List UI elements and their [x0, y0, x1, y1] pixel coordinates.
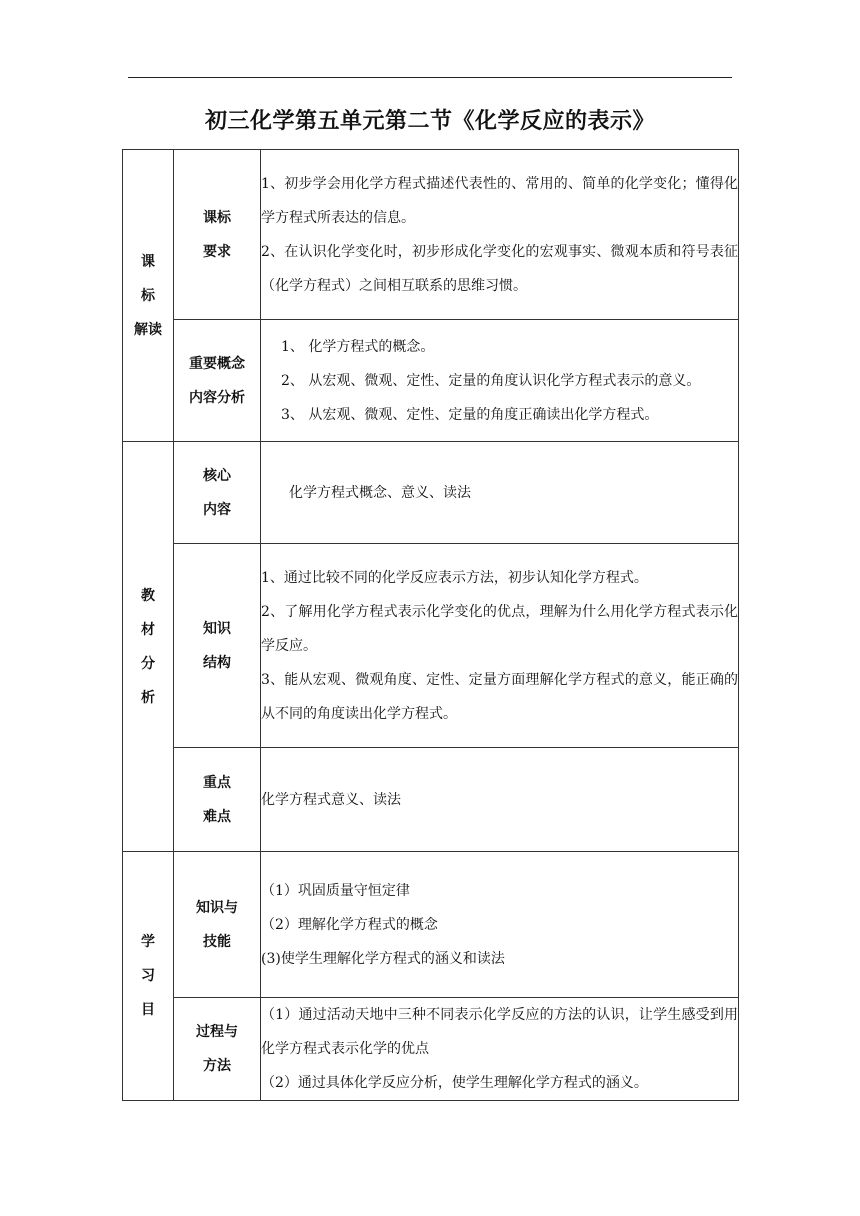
- cell-process-methods: [261, 998, 739, 1101]
- table-row: [123, 748, 739, 852]
- table-row: [123, 998, 739, 1101]
- page-title: 初三化学第五单元第二节《化学反应的表示》: [204, 109, 655, 134]
- content-line: 1、初步学会用化学方程式描述代表性的、常用的、简单的化学变化；懂得化学方程式所表达的信息。: [261, 175, 738, 226]
- row-label-standard-requirements: 课标 要求: [174, 150, 261, 320]
- table-row: [123, 150, 739, 320]
- content-line: (3)使学生理解化学方程式的涵义和读法: [261, 950, 505, 967]
- cell-knowledge-structure: [261, 544, 739, 748]
- content-line: （1）巩固质量守恒定律: [261, 882, 410, 899]
- content-line: 1、 化学方程式的概念。: [281, 338, 435, 355]
- cell-core-content: [261, 442, 739, 544]
- cell-knowledge-skills: [261, 852, 739, 998]
- cell-key-difficulties: [261, 748, 739, 852]
- content-line: 2、 从宏观、微观、定性、定量的角度认识化学方程式表示的意义。: [281, 372, 701, 389]
- lesson-plan-table: [122, 149, 739, 1101]
- content-line: 1、通过比较不同的化学反应表示方法，初步认知化学方程式。: [261, 569, 648, 586]
- row-label-knowledge-structure: 知识 结构: [174, 544, 261, 748]
- content-line: （2）通过具体化学反应分析，使学生理解化学方程式的涵义。: [261, 1075, 648, 1091]
- table-row: [123, 544, 739, 748]
- row-label-key-difficulties: 重点 难点: [174, 748, 261, 852]
- row-label-knowledge-skills: 知识与 技能: [174, 852, 261, 998]
- table-row: [123, 852, 739, 998]
- table-row: [123, 442, 739, 544]
- header-rule: [128, 77, 732, 78]
- cell-key-concepts: [261, 320, 739, 442]
- section-label-textbook-analysis: 教 材 分 析: [123, 442, 174, 852]
- row-label-process-methods: 过程与 方法: [174, 998, 261, 1101]
- cell-standard-requirements: [261, 150, 739, 320]
- content-line: 化学方程式意义、读法: [261, 791, 401, 808]
- content-line: 2、在认识化学变化时，初步形成化学变化的宏观事实、微观本质和符号表征（化学方程式）之间相互联系的思维习惯。: [261, 243, 738, 294]
- content-line: （1）通过活动天地中三种不同表示化学反应的方法的认识，让学生感受到用化学方程式表示化学的优点: [261, 1007, 738, 1057]
- row-label-key-concepts: 重要概念 内容分析: [174, 320, 261, 442]
- section-label-learning-goals: 学 习 目: [123, 852, 174, 1101]
- content-line: 3、 从宏观、微观、定性、定量的角度正确读出化学方程式。: [281, 406, 659, 423]
- content-line: 2、了解用化学方程式表示化学变化的优点，理解为什么用化学方程式表示化学反应。: [261, 603, 738, 654]
- content-line: 化学方程式概念、意义、读法: [289, 484, 471, 501]
- table-row: [123, 320, 739, 442]
- content-line: （2）理解化学方程式的概念: [261, 916, 438, 933]
- row-label-core-content: 核心 内容: [174, 442, 261, 544]
- section-label-curriculum: 课 标 解读: [123, 150, 174, 442]
- content-line: 3、能从宏观、微观角度、定性、定量方面理解化学方程式的意义，能正确的从不同的角度读出化学方程式。: [261, 671, 738, 722]
